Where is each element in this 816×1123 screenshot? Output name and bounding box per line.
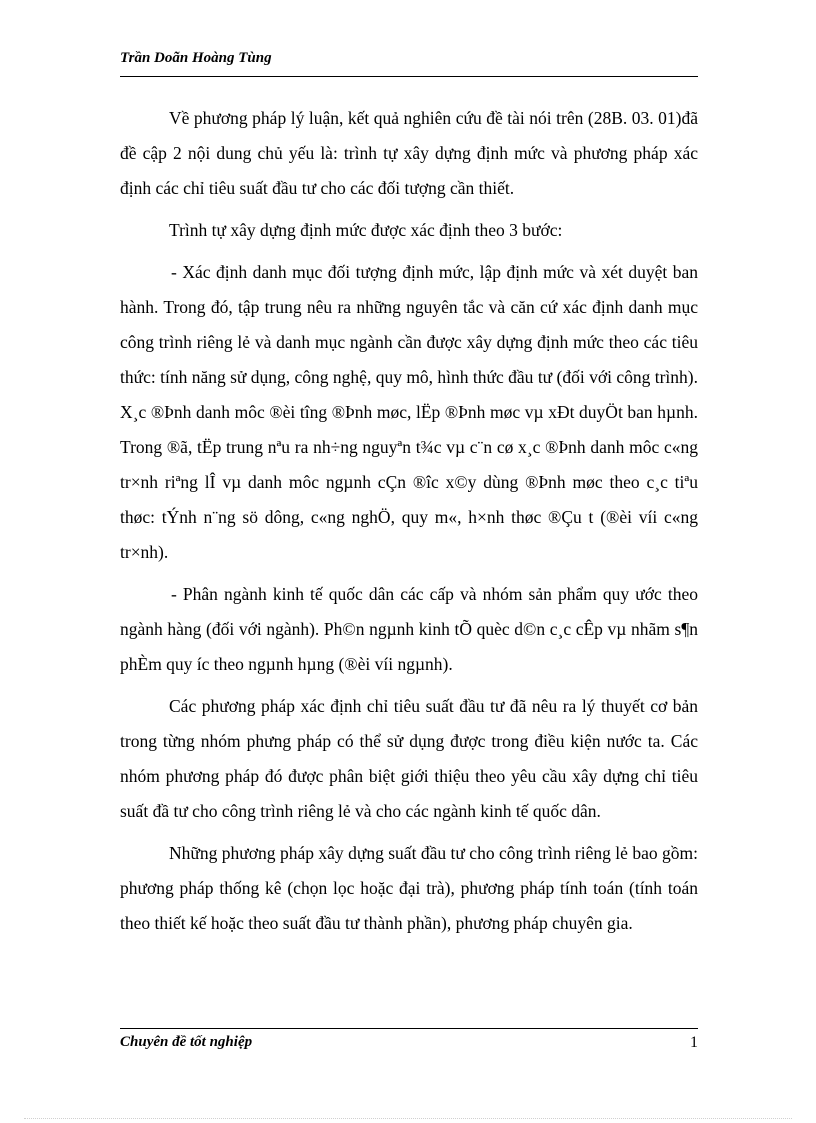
paragraph-steps-intro: Trình tự xây dựng định mức được xác định theo 3 bước: bbox=[169, 220, 563, 240]
page-edge-divider bbox=[24, 1118, 792, 1119]
paragraph-indicator-methods: Các phương pháp xác định chỉ tiêu suất đầu tư đã nêu ra lý thuyết cơ bản trong từng nhóm phưng pháp có thể sử dụng được trong điều kiện nước ta. Các nhóm phương pháp đó được phân biệt giới thiệu theo yêu cầu xây dựng chỉ tiêu suất đầ tư cho công trình riêng lẻ và cho các ngành kinh tế quốc dân. bbox=[120, 696, 698, 821]
header-rule bbox=[120, 76, 698, 77]
paragraph-method-overview: Về phương pháp lý luận, kết quả nghiên cứu đề tài nói trên (28B. 03. 01)đã đề cập 2 nội dung chủ yếu là: trình tự xây dựng định mức và phương pháp xác định các chỉ tiêu suất đầu tư cho các đối tượng cần thiết. bbox=[120, 108, 698, 198]
paragraph-step-2: - Phân ngành kinh tế quốc dân các cấp và nhóm sản phẩm quy ước theo ngành hàng (đối với ngành). Ph©n ngµnh kinh tÕ quèc d©n c¸c cÊp vµ nhãm s¶n phÈm quy íc theo ngµnh hµng (®èi víi ngµnh). bbox=[120, 584, 698, 674]
page-number: 1 bbox=[690, 1034, 698, 1051]
footer-rule bbox=[120, 1028, 698, 1029]
body-text bbox=[120, 101, 698, 948]
paragraph-individual-project-methods: Những phương pháp xây dựng suất đầu tư cho công trình riêng lẻ bao gồm: phương pháp thống kê (chọn lọc hoặc đại trà), phương pháp tính toán (tính toán theo thiết kế hoặc theo suất đầu tư thành phần), phương pháp chuyên gia. bbox=[120, 843, 698, 933]
header-author: Trần Doãn Hoàng Tùng bbox=[120, 50, 272, 66]
paragraph-step-1: - Xác định danh mục đối tượng định mức, lập định mức và xét duyệt ban hành. Trong đó, tập trung nêu ra những nguyên tắc và căn cứ xác định danh mục công trình riêng lẻ và danh mục ngành cần được xây dựng định mức theo các tiêu thức: tính năng sử dụng, công nghệ, quy mô, hình thức đầu tư (đối với công trình). X¸c ®Þnh danh môc ®èi tîng ®Þnh møc, lËp ®Þnh møc vµ xÐt duyÖt ban hµnh. Trong ®ã, tËp trung nªu ra nh÷ng nguyªn t¾c vµ c¨n cø x¸c ®Þnh danh môc c«ng tr×nh riªng lÎ vµ danh môc ngµnh cÇn ®îc x©y dùng ®Þnh møc theo c¸c tiªu thøc: tÝnh n¨ng sö dông, c«ng nghÖ, quy m«, h×nh thøc ®Çu t (®èi víi c«ng tr×nh). bbox=[120, 262, 698, 562]
footer-title: Chuyên đề tốt nghiệp bbox=[120, 1034, 253, 1050]
